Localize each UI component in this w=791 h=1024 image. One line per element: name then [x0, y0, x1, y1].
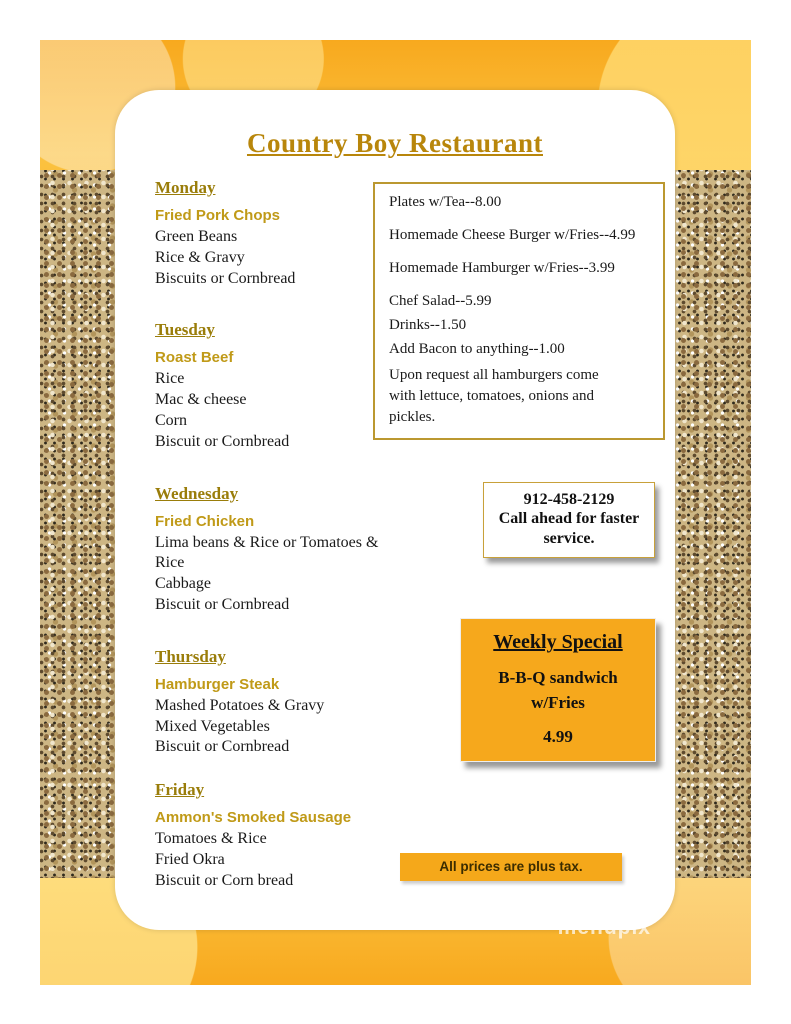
side-item: Biscuit or Corn bread — [155, 871, 294, 889]
side-item: Fried Okra — [155, 850, 225, 868]
day-heading: Monday — [155, 178, 216, 197]
day-heading: Tuesday — [155, 320, 215, 340]
side-item: Corn — [155, 411, 187, 429]
side-item: Biscuits or Cornbread — [155, 269, 296, 287]
side-item: Mac & cheese — [155, 391, 247, 409]
day-heading: Thursday — [155, 646, 226, 666]
call-ahead-text: Call ahead for faster service. — [498, 510, 640, 547]
tax-note-bar: All prices are plus tax. — [400, 853, 622, 881]
day-section-tuesday — [155, 320, 387, 452]
menu-card — [115, 90, 675, 930]
main-dish: Hamburger Steak — [155, 675, 280, 693]
side-item: Green Beans — [155, 228, 238, 245]
side-item: Biscuit or Cornbread — [155, 595, 290, 613]
side-item: Cabbage — [155, 575, 211, 593]
day-section-thursday — [155, 647, 387, 758]
price-line: Homemade Cheese Burger w/Fries--4.99 — [389, 227, 636, 243]
call-ahead-box — [483, 482, 655, 558]
day-heading: Friday — [155, 780, 205, 800]
side-item: Rice & Gravy — [155, 248, 245, 266]
main-dish: Ammon's Smoked Sausage — [155, 809, 352, 827]
watermark: menupix — [557, 916, 651, 939]
special-item: B-B-Q sandwich — [498, 668, 618, 687]
price-line: Homemade Hamburger w/Fries--3.99 — [389, 260, 615, 276]
main-dish: Roast Beef — [155, 349, 234, 367]
day-section-wednesday — [155, 484, 387, 616]
side-item: Rice — [155, 370, 185, 388]
side-item: Lima beans & Rice or Tomatoes & Rice — [155, 533, 379, 572]
special-price: 4.99 — [543, 727, 573, 747]
restaurant-title: Country Boy Restaurant — [246, 128, 543, 158]
side-item: Mashed Potatoes & Gravy — [155, 696, 325, 714]
side-item: Mixed Vegetables — [155, 717, 270, 735]
main-dish: Fried Chicken — [155, 512, 255, 530]
price-line: Add Bacon to anything--1.00 — [389, 341, 565, 357]
side-item: Tomatoes & Rice — [155, 830, 267, 848]
price-list-box — [373, 182, 665, 440]
price-line: Plates w/Tea--8.00 — [389, 194, 502, 210]
phone-number: 912-458-2129 — [523, 491, 615, 508]
hamburger-note: Upon request all hamburgers come with lettuce, tomatoes, onions and pickles. — [389, 367, 599, 425]
daily-menu-column — [155, 178, 387, 923]
weekly-special-box — [460, 618, 656, 762]
weekly-special-heading: Weekly Special — [493, 631, 623, 653]
day-section-friday — [155, 780, 387, 891]
side-item: Biscuit or Cornbread — [155, 738, 290, 756]
price-line: Chef Salad--5.99 — [389, 293, 492, 309]
side-item: Biscuit or Cornbread — [155, 432, 290, 450]
main-dish: Fried Pork Chops — [155, 207, 281, 224]
decorative-border-frame — [40, 40, 751, 985]
day-heading: Wednesday — [155, 483, 239, 503]
day-section-monday — [155, 178, 387, 289]
special-item-detail: w/Fries — [531, 692, 585, 712]
price-line: Drinks--1.50 — [389, 317, 467, 333]
